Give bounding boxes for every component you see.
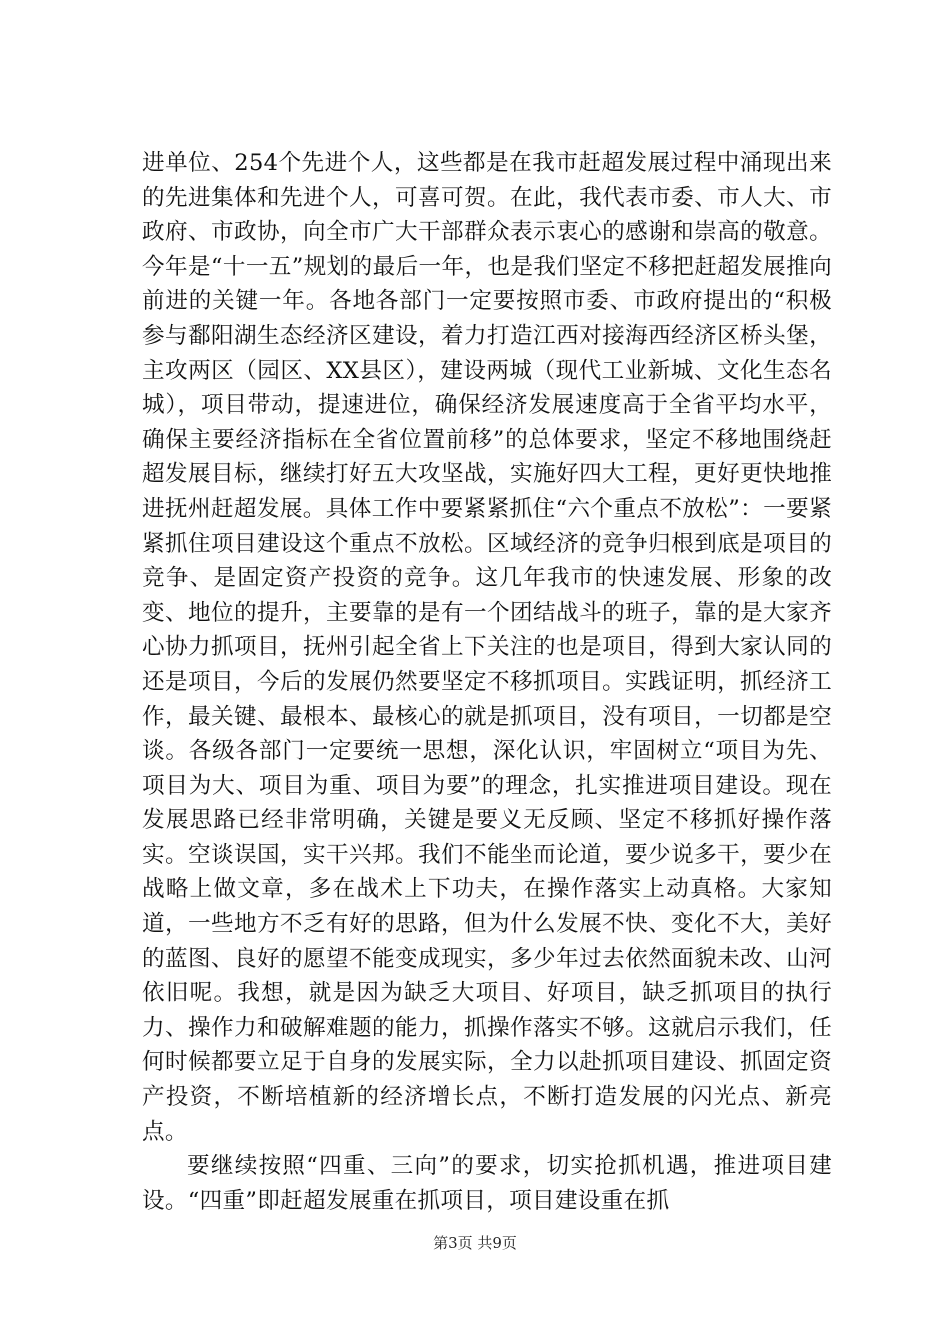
paragraph-1: 进单位、254个先进个人，这些都是在我市赶超发展过程中涌现出来的先进集体和先进个人，可喜可贺。在此，我代表市委、市人大、市政府、市政协，向全市广大干部群众表示衷心的感谢和崇高的敬意。今年是“十一五”规划的最后一年，也是我们坚定不移把赶超发展推向前进的关键一年。各地各部门一定要按照市委、市政府提出的“积极参与鄱阳湖生态经济区建设，着力打造江西对接海西经济区桥头堡，主攻两区（园区、XX县区），建设两城（现代工业新城、文化生态名城），项目带动，提速进位，确保经济发展速度高于全省平均水平，确保主要经济指标在全省位置前移”的总体要求，坚定不移地围绕赶超发展目标，继续打好五大攻坚战，实施好四大工程，更好更快地推进抚州赶超发展。具体工作中要紧紧抓住“六个重点不放松”：一要紧紧抓住项目建设这个重点不放松。区域经济的竞争归根到底是项目的竞争、是固定资产投资的竞争。这几年我市的快速发展、形象的改变、地位的提升，主要靠的是有一个团结战斗的班子，靠的是大家齐心协力抓项目，抚州引起全省上下关注的也是项目，得到大家认同的还是项目，今后的发展仍然要坚定不移抓项目。实践证明，抓经济工作，最关键、最根本、最核心的就是抓项目，没有项目，一切都是空谈。各级各部门一定要统一思想，深化认识，牢固树立“项目为先、项目为大、项目为重、项目为要”的理念，扎实推进项目建设。现在发展思路已经非常明确，关键是要义无反顾、坚定不移抓好操作落实。空谈误国，实干兴邦。我们不能坐而论道，要少说多干，要少在战略上做文章，多在战术上下功夫，在操作落实上动真格。大家知道，一些地方不乏有好的思路，但为什么发展不快、变化不大，美好的蓝图、良好的愿望不能变成现实，多少年过去依然面貌未改、山河依旧呢。我想，就是因为缺乏大项目、好项目，缺乏抓项目的执行力、操作力和破解难题的能力，抓操作落实不够。这就启示我们，任何时候都要立足于自身的发展实际，全力以赴抓项目建设、抓固定资产投资，不断培植新的经济增长点，不断打造发展的闪光点、新亮点。 [142,150,832,1145]
page-footer: 第3页 共9页 [433,1234,517,1252]
paragraph-2: 要继续按照“四重、三向”的要求，切实抢抓机遇，推进项目建设。“四重”即赶超发展重在抓项目，项目建设重在抓 [142,1153,832,1214]
body-text [142,146,832,1218]
